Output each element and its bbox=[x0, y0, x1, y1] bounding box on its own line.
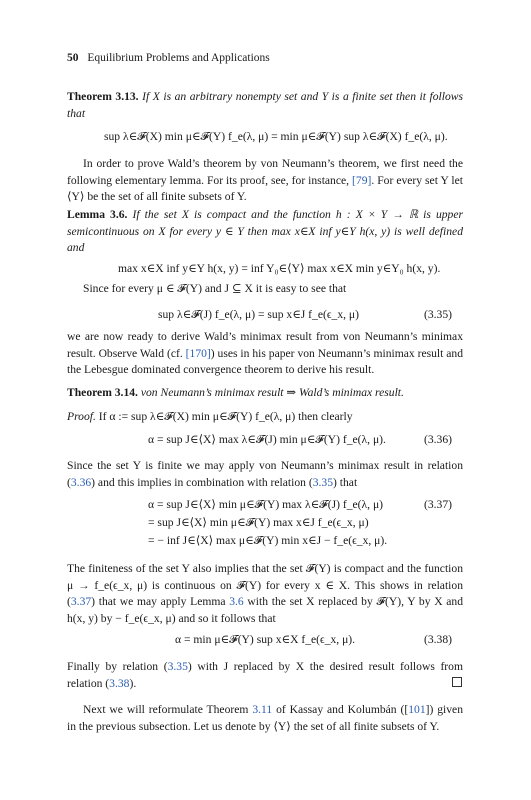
theorem-3-13-label: Theorem 3.13. bbox=[67, 90, 139, 103]
ref-3-35: 3.35 bbox=[312, 475, 334, 489]
equation-3-37-line-2: = sup J∈⟨X⟩ min μ∈𝓕(Y) max x∈J f_e(ϵ_x, μ) bbox=[148, 516, 369, 529]
ref-theorem-3-11: 3.11 bbox=[252, 703, 273, 716]
theorem-3-14-label: Theorem 3.14. bbox=[67, 386, 138, 399]
equation-3-38: α = min μ∈𝓕(Y) sup x∈X f_e(ϵ_x, μ). bbox=[175, 633, 356, 646]
equation-3-36-number: (3.36) bbox=[424, 433, 453, 446]
finiteness-paragraph: The finiteness of the set Y also implies that the set 𝓕(Y) is compact and the function μ → f_e(ϵ_x, μ) is continuous on 𝓕(Y) for every x ∈ X. This shows in relation (3.37) that we may apply Lemma 3.6 with the set X replaced by 𝓕(Y), Y by X and h(x, y) by − f_e(ϵ_x, μ) and so it follows that bbox=[67, 562, 463, 625]
qed-square bbox=[452, 677, 462, 687]
ref-3-38: 3.38 bbox=[109, 676, 130, 690]
ref-3-37: 3.37 bbox=[70, 595, 92, 608]
running-header bbox=[67, 52, 270, 64]
ref-lemma-3-6: 3.6 bbox=[229, 595, 244, 608]
theorem-3-14-statement: von Neumann’s minimax result ⇒ Wald’s minimax result. bbox=[140, 386, 404, 399]
next-paragraph: Next we will reformulate Theorem 3.11 of Kassay and Kolumbán ([101]) given in the previous subsection. Let us denote by ⟨Y⟩ the set of all finite subsets of Y. bbox=[67, 703, 464, 733]
equation-3-35-number: (3.35) bbox=[424, 308, 453, 321]
equation-3-35: sup λ∈𝓕(J) f_e(λ, μ) = sup x∈J f_e(ϵ_x, μ) bbox=[158, 308, 360, 321]
wald-intro-paragraph: In order to prove Wald’s theorem by von Neumann’s theorem, we first need the following elementary lemma. For its proof, see, for instance, [79]. For every set Y let ⟨Y⟩ be the set of all finite subsets of Y. bbox=[67, 157, 463, 203]
equation-3-37-line-3: = − inf J∈⟨X⟩ max μ∈𝓕(Y) min x∈J − f_e(ϵ_x, μ). bbox=[148, 534, 388, 547]
citation-79: [79] bbox=[352, 173, 372, 187]
lemma-3-6-equation: max x∈X inf y∈Y h(x, y) = inf Y₀∈⟨Y⟩ max x∈X min y∈Y₀ h(x, y). bbox=[118, 262, 441, 275]
equation-3-37-line-1: α = sup J∈⟨X⟩ min μ∈𝓕(Y) max λ∈𝓕(J) f_e(λ, μ) bbox=[148, 498, 384, 511]
proof-label: Proof. bbox=[67, 410, 96, 423]
proof-start: Proof. If α := sup λ∈𝓕(X) min μ∈𝓕(Y) f_e(λ, μ) then clearly bbox=[67, 410, 353, 423]
ref-3-35-b: 3.35 bbox=[167, 660, 188, 673]
citation-101: 101 bbox=[408, 703, 426, 716]
theorem-3-14 bbox=[67, 385, 463, 402]
lemma-3-6-statement: If the set X is compact and the function h : X × Y → ℝ is upper semicontinuous on X for every y ∈ Y then max x∈X inf y∈Y h(x, y) is well defined and bbox=[67, 208, 464, 254]
theorem-3-13-statement: If X is an arbitrary nonempty set and Y is a finite set then it follows that bbox=[67, 90, 463, 120]
finite-paragraph: Since the set Y is finite we may apply von Neumann’s minimax result in relation (3.36) and this implies in combination with relation (3.35) that bbox=[67, 459, 463, 489]
ready-paragraph: we are now ready to derive Wald’s minimax result from von Neumann’s minimax result. Observe Wald (cf. [170]) uses in his paper von Neumann’s minimax result and the Lebesgue dominated convergence theorem to derive his result. bbox=[67, 330, 463, 376]
theorem-3-13-equation: sup λ∈𝓕(X) min μ∈𝓕(Y) f_e(λ, μ) = min μ∈𝓕(Y) sup λ∈𝓕(X) f_e(λ, μ). bbox=[104, 130, 448, 143]
equation-3-38-number: (3.38) bbox=[424, 633, 453, 646]
running-title: Equilibrium Problems and Applications bbox=[87, 52, 270, 64]
lemma-3-6-label: Lemma 3.6. bbox=[67, 208, 128, 221]
page-number: 50 bbox=[67, 52, 79, 64]
since-paragraph: Since for every μ ∈ 𝓕(Y) and J ⊆ X it is easy to see that bbox=[83, 282, 347, 295]
theorem-3-13 bbox=[67, 89, 463, 122]
equation-3-37-number: (3.37) bbox=[424, 498, 453, 511]
citation-170: [170] bbox=[185, 346, 211, 360]
ref-3-36: 3.36 bbox=[70, 475, 92, 489]
equation-3-36: α = sup J∈⟨X⟩ max λ∈𝓕(J) min μ∈𝓕(Y) f_e(λ, μ). bbox=[148, 433, 386, 446]
lemma-3-6 bbox=[67, 207, 463, 257]
finally-paragraph: Finally by relation (3.35) with J replaced by X the desired result follows from relation (3.38). bbox=[67, 660, 463, 690]
